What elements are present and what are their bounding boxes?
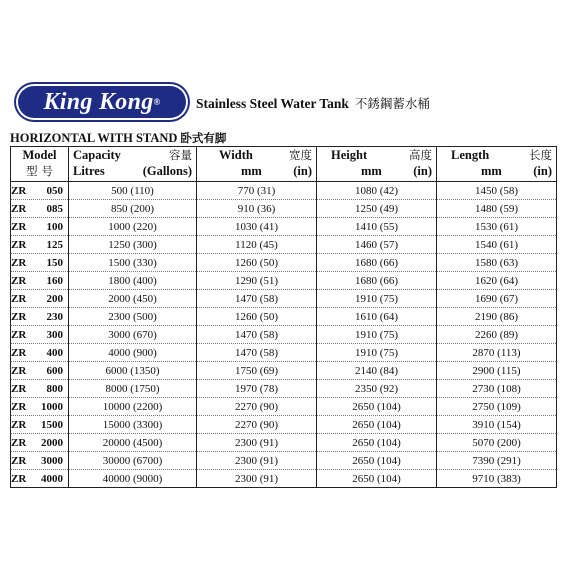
width-cell: 1970 (78) <box>197 380 317 398</box>
brand-logo-text: King Kong® <box>43 89 161 115</box>
width-cell: 2270 (90) <box>197 416 317 434</box>
length-cell: 1620 (64) <box>437 272 557 290</box>
height-cell: 1460 (57) <box>317 236 437 254</box>
length-cell: 3910 (154) <box>437 416 557 434</box>
model-cell: ZR 4000 <box>11 470 69 488</box>
capacity-cell: 1800 (400) <box>69 272 197 290</box>
table-row <box>11 380 557 398</box>
capacity-cell: 4000 (900) <box>69 344 197 362</box>
table-row <box>11 290 557 308</box>
width-cell: 1470 (58) <box>197 326 317 344</box>
model-cell: ZR 085 <box>11 200 69 218</box>
length-cell: 1540 (61) <box>437 236 557 254</box>
model-cell: ZR 600 <box>11 362 69 380</box>
height-cell: 1910 (75) <box>317 344 437 362</box>
height-cell: 2140 (84) <box>317 362 437 380</box>
capacity-cell: 1000 (220) <box>69 218 197 236</box>
table-row <box>11 236 557 254</box>
capacity-cell: 10000 (2200) <box>69 398 197 416</box>
capacity-cell: 8000 (1750) <box>69 380 197 398</box>
width-cell: 2300 (91) <box>197 434 317 452</box>
table-row <box>11 470 557 488</box>
registered-mark: ® <box>153 97 161 107</box>
table-row <box>11 254 557 272</box>
height-cell: 1680 (66) <box>317 272 437 290</box>
width-cell: 1030 (41) <box>197 218 317 236</box>
width-cell: 2300 (91) <box>197 470 317 488</box>
width-cell: 770 (31) <box>197 182 317 200</box>
width-cell: 910 (36) <box>197 200 317 218</box>
table-row <box>11 452 557 470</box>
model-cell: ZR 200 <box>11 290 69 308</box>
height-cell: 2350 (92) <box>317 380 437 398</box>
capacity-cell: 6000 (1350) <box>69 362 197 380</box>
model-cell: ZR 300 <box>11 326 69 344</box>
width-cell: 1260 (50) <box>197 308 317 326</box>
capacity-cell: 15000 (3300) <box>69 416 197 434</box>
height-cell: 2650 (104) <box>317 470 437 488</box>
capacity-cell: 500 (110) <box>69 182 197 200</box>
length-cell: 2900 (115) <box>437 362 557 380</box>
height-cell: 1410 (55) <box>317 218 437 236</box>
capacity-cell: 3000 (670) <box>69 326 197 344</box>
height-cell: 1910 (75) <box>317 326 437 344</box>
model-cell: ZR 1500 <box>11 416 69 434</box>
capacity-cell: 40000 (9000) <box>69 470 197 488</box>
col-header-length: Length 长度 mm (in) <box>437 147 557 182</box>
table-row <box>11 362 557 380</box>
col-header-capacity: Capacity 容量 Litres (Gallons) <box>69 147 197 182</box>
col-header-model: Model 型 号 <box>11 147 69 182</box>
capacity-cell: 20000 (4500) <box>69 434 197 452</box>
height-cell: 1610 (64) <box>317 308 437 326</box>
table-row <box>11 398 557 416</box>
height-cell: 2650 (104) <box>317 434 437 452</box>
length-cell: 2750 (109) <box>437 398 557 416</box>
length-cell: 1530 (61) <box>437 218 557 236</box>
height-cell: 1250 (49) <box>317 200 437 218</box>
length-cell: 5070 (200) <box>437 434 557 452</box>
section-title-en: HORIZONTAL WITH STAND <box>10 131 178 145</box>
table-row <box>11 308 557 326</box>
capacity-cell: 30000 (6700) <box>69 452 197 470</box>
width-cell: 1290 (51) <box>197 272 317 290</box>
length-cell: 2260 (89) <box>437 326 557 344</box>
length-cell: 1450 (58) <box>437 182 557 200</box>
length-cell: 9710 (383) <box>437 470 557 488</box>
height-cell: 1680 (66) <box>317 254 437 272</box>
section-title-cn: 卧式有脚 <box>180 131 227 145</box>
model-cell: ZR 150 <box>11 254 69 272</box>
width-cell: 1120 (45) <box>197 236 317 254</box>
width-cell: 1260 (50) <box>197 254 317 272</box>
model-cell: ZR 800 <box>11 380 69 398</box>
capacity-cell: 850 (200) <box>69 200 197 218</box>
brand-logo <box>18 86 186 118</box>
model-cell: ZR 050 <box>11 182 69 200</box>
capacity-cell: 2300 (500) <box>69 308 197 326</box>
model-cell: ZR 2000 <box>11 434 69 452</box>
col-header-width: Width 宽度 mm (in) <box>197 147 317 182</box>
tagline <box>196 94 430 112</box>
capacity-cell: 1250 (300) <box>69 236 197 254</box>
tagline-en: Stainless Steel Water Tank <box>196 96 349 111</box>
model-cell: ZR 1000 <box>11 398 69 416</box>
model-cell: ZR 400 <box>11 344 69 362</box>
length-cell: 2730 (108) <box>437 380 557 398</box>
length-cell: 1480 (59) <box>437 200 557 218</box>
width-cell: 1750 (69) <box>197 362 317 380</box>
table-row <box>11 416 557 434</box>
tagline-cn: 不銹鋼蓄水桶 <box>354 96 430 111</box>
width-cell: 2270 (90) <box>197 398 317 416</box>
length-cell: 2190 (86) <box>437 308 557 326</box>
table-row <box>11 272 557 290</box>
height-cell: 2650 (104) <box>317 398 437 416</box>
model-cell: ZR 3000 <box>11 452 69 470</box>
table-row <box>11 182 557 200</box>
width-cell: 1470 (58) <box>197 290 317 308</box>
capacity-cell: 2000 (450) <box>69 290 197 308</box>
spec-table <box>10 146 557 488</box>
section-title <box>10 130 226 146</box>
table-row <box>11 344 557 362</box>
model-cell: ZR 125 <box>11 236 69 254</box>
table-row <box>11 200 557 218</box>
width-cell: 1470 (58) <box>197 344 317 362</box>
height-cell: 2650 (104) <box>317 416 437 434</box>
model-cell: ZR 100 <box>11 218 69 236</box>
model-cell: ZR 230 <box>11 308 69 326</box>
table-row <box>11 218 557 236</box>
table-row <box>11 326 557 344</box>
table-header-row <box>11 147 557 182</box>
col-header-height: Height 高度 mm (in) <box>317 147 437 182</box>
length-cell: 1580 (63) <box>437 254 557 272</box>
length-cell: 7390 (291) <box>437 452 557 470</box>
height-cell: 1910 (75) <box>317 290 437 308</box>
capacity-cell: 1500 (330) <box>69 254 197 272</box>
width-cell: 2300 (91) <box>197 452 317 470</box>
model-cell: ZR 160 <box>11 272 69 290</box>
height-cell: 1080 (42) <box>317 182 437 200</box>
height-cell: 2650 (104) <box>317 452 437 470</box>
length-cell: 2870 (113) <box>437 344 557 362</box>
length-cell: 1690 (67) <box>437 290 557 308</box>
table-row <box>11 434 557 452</box>
